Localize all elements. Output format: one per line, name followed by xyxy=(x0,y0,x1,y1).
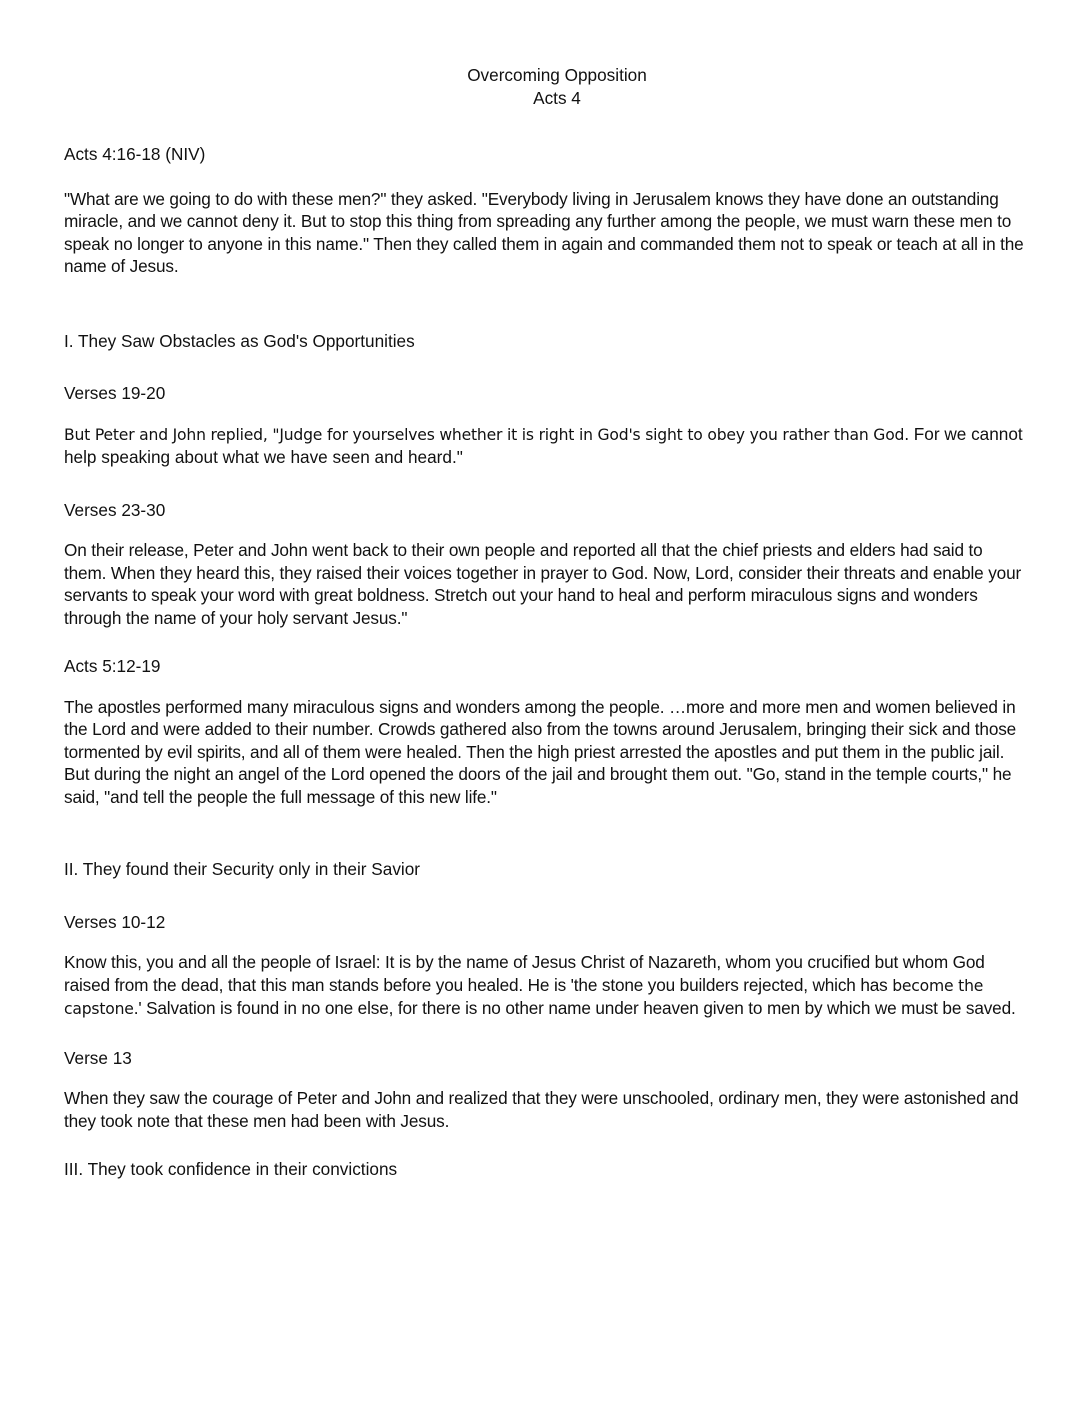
scripture-passage-5: When they saw the courage of Peter and John and realized that they were unschooled, ordinary men, they were astonished and they took note that these men had been with Jesus. xyxy=(64,1088,1019,1131)
scripture-passage-1 xyxy=(64,423,1028,469)
document-title: Overcoming Opposition xyxy=(467,65,647,85)
scripture-reference-3: Acts 5:12-19 xyxy=(64,656,161,676)
title-block xyxy=(86,64,1028,109)
document-subtitle: Acts 4 xyxy=(533,87,581,108)
scripture-passage-4-emphasis: become the capstone xyxy=(64,976,984,1018)
scripture-passage-3: The apostles performed many miraculous signs and wonders among the people. …more and more men and women believed in the Lord and were added to their number. Crowds gathered also from the towns around Jerusalem, bringing their sick and those tormented by evil spirits, and all of them were healed. Then the high priest arrested the apostles and put them in the public jail. But during the night an angel of the Lord opened the doors of the jail and brought them out. "Go, stand in the temple courts," he said, "and tell the people the full message of this new life." xyxy=(64,696,1017,807)
scripture-reference-main: Acts 4:16-18 (NIV) xyxy=(64,144,206,164)
scripture-passage-main: "What are we going to do with these men?" they asked. "Everybody living in Jerusalem knows they have done an outstanding miracle, and we cannot deny it. But to stop this thing from spreading any further among the people, we must warn these men to speak no longer to anyone in this name." Then they called them in again and commanded them not to speak or teach at all in the name of Jesus. xyxy=(64,188,1024,276)
scripture-passage-4-end: .' Salvation is found in no one else, for there is no other name under heaven given to men by which we must be saved. xyxy=(133,998,1016,1018)
scripture-passage-1-rest: For we cannot help speaking about what we have seen and heard." xyxy=(64,423,1023,467)
scripture-passage-4-start: Know this, you and all the people of Israel: It is by the name of Jesus Christ of Nazareth, whom you crucified but whom God raised from the dead, that this man stands before you healed. He is 'the stone you builders rejected, which has xyxy=(64,952,985,995)
section-heading-3: III. They took confidence in their convictions xyxy=(64,1159,398,1179)
section-heading-1: I. They Saw Obstacles as God's Opportunities xyxy=(64,330,415,351)
scripture-passage-2: On their release, Peter and John went back to their own people and reported all that the chief priests and elders had said to them. When they heard this, they raised their voices together in prayer to God. Now, Lord, consider their threats and enable your servants to speak your word with great boldness. Stretch out your hand to heal and perform miraculous signs and wonders through the name of your holy servant Jesus." xyxy=(64,540,1022,628)
scripture-reference-5: Verse 13 xyxy=(64,1047,132,1068)
scripture-reference-2: Verses 23-30 xyxy=(64,499,166,520)
scripture-reference-4: Verses 10-12 xyxy=(64,911,166,932)
section-heading-2: II. They found their Security only in their Savior xyxy=(64,859,421,879)
scripture-reference-1: Verses 19-20 xyxy=(64,383,166,403)
scripture-passage-1-emphasis: But Peter and John replied, "Judge for yourselves whether it is right in God's sight to obey you rather than God. xyxy=(64,425,909,444)
scripture-passage-4 xyxy=(64,951,1028,1021)
